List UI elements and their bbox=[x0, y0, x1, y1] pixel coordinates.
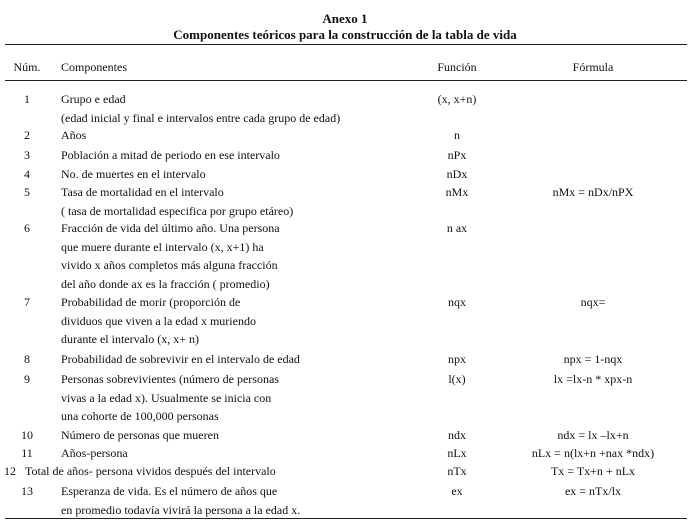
row-component-text: Probabilidad de morir (proporción de bbox=[61, 295, 241, 309]
row-function: nPx bbox=[447, 148, 467, 162]
row-component-text: del año donde ax es la fracción ( promedio) bbox=[61, 276, 270, 291]
row-function: nMx bbox=[445, 185, 469, 199]
row-formula: nLx = n(lx+n +nax *ndx) bbox=[531, 446, 655, 460]
row-formula: lx =lx-n * xpx-n bbox=[553, 372, 633, 386]
top-rule bbox=[5, 44, 687, 45]
row-function: nDx bbox=[446, 167, 468, 181]
row-function: n ax bbox=[446, 221, 468, 235]
row-component-text: dividuos que viven a la edad x muriendo bbox=[61, 313, 256, 328]
row-function: nqx bbox=[448, 295, 466, 309]
header-formula: Fórmula bbox=[572, 60, 614, 74]
row-function: npx bbox=[448, 352, 466, 366]
row-component-text: ( tasa de mortalidad especifica por grupo etáreo) bbox=[61, 203, 294, 218]
row-function: l(x) bbox=[448, 372, 466, 386]
row-number: 7 bbox=[24, 295, 30, 309]
row-number: 6 bbox=[24, 221, 30, 235]
row-component-text: Total de años- persona vividos después del intervalo bbox=[25, 464, 276, 478]
row-number: 10 bbox=[21, 428, 33, 442]
row-number: 1 bbox=[24, 92, 30, 106]
row-component-text: Fracción de vida del último año. Una persona bbox=[61, 221, 280, 235]
row-component-text: vivido x años completos más alguna fracción bbox=[61, 258, 278, 272]
row-component-text: en promedio todavía vivirá la persona a la edad x. bbox=[61, 502, 301, 517]
row-component-text: que muere durante el intervalo (x, x+1) ha bbox=[61, 239, 264, 254]
row-function: ndx bbox=[448, 428, 466, 442]
row-formula: nMx = nDx/nPX bbox=[552, 185, 634, 199]
row-component-text: Personas sobrevivientes (número de personas bbox=[61, 372, 279, 386]
row-component-text: Número de personas que mueren bbox=[61, 428, 219, 442]
row-function: n bbox=[454, 128, 460, 142]
row-function: nTx bbox=[447, 464, 467, 478]
row-formula: npx = 1-nqx bbox=[563, 352, 623, 366]
row-component-text: vivas a la edad x). Usualmente se inicia con bbox=[61, 390, 272, 405]
annex-title: Anexo 1 bbox=[322, 11, 368, 26]
row-formula: ndx = lx –lx+n bbox=[557, 428, 629, 442]
row-number: 11 bbox=[21, 446, 33, 460]
row-component-text: Probabilidad de sobrevivir en el intervalo de edad bbox=[61, 352, 300, 366]
row-component-text: una cohorte de 100,000 personas bbox=[61, 409, 219, 423]
row-number: 9 bbox=[24, 372, 30, 386]
row-function: (x, x+n) bbox=[437, 92, 477, 106]
row-function: nLx bbox=[447, 446, 467, 460]
row-formula: Tx = Tx+n + nLx bbox=[550, 464, 636, 478]
row-component-text: (edad inicial y final e intervalos entre cada grupo de edad) bbox=[61, 110, 341, 125]
row-formula: ex = nTx/lx bbox=[564, 484, 622, 498]
row-component-text: durante el intervalo (x, x+ n) bbox=[61, 332, 200, 346]
row-number: 8 bbox=[24, 352, 30, 366]
row-number: 2 bbox=[24, 128, 30, 142]
row-component-text: Tasa de mortalidad en el intervalo bbox=[61, 185, 224, 199]
bottom-rule bbox=[5, 518, 687, 519]
row-number: 4 bbox=[24, 167, 30, 181]
row-component-text: Grupo e edad bbox=[61, 92, 126, 106]
row-number: 5 bbox=[24, 185, 30, 199]
row-component-text: Población a mitad de periodo en ese intervalo bbox=[61, 148, 280, 162]
row-number: 13 bbox=[21, 484, 33, 498]
header-function: Función bbox=[437, 60, 477, 74]
row-component-text: Esperanza de vida. Es el número de años que bbox=[61, 484, 278, 498]
row-component-text: Años bbox=[61, 128, 87, 142]
row-component-text: No. de muertes en el intervalo bbox=[61, 167, 206, 181]
row-component-text: Años-persona bbox=[61, 446, 128, 460]
row-number: 12 bbox=[4, 464, 16, 478]
row-function: ex bbox=[451, 484, 463, 498]
annex-subtitle: Componentes teóricos para la construcción de la tabla de vida bbox=[173, 27, 517, 42]
header-num: Núm. bbox=[13, 60, 41, 74]
header-rule bbox=[5, 80, 687, 81]
row-formula: nqx= bbox=[580, 295, 606, 309]
header-components: Componentes bbox=[61, 60, 127, 74]
row-number: 3 bbox=[24, 148, 30, 162]
